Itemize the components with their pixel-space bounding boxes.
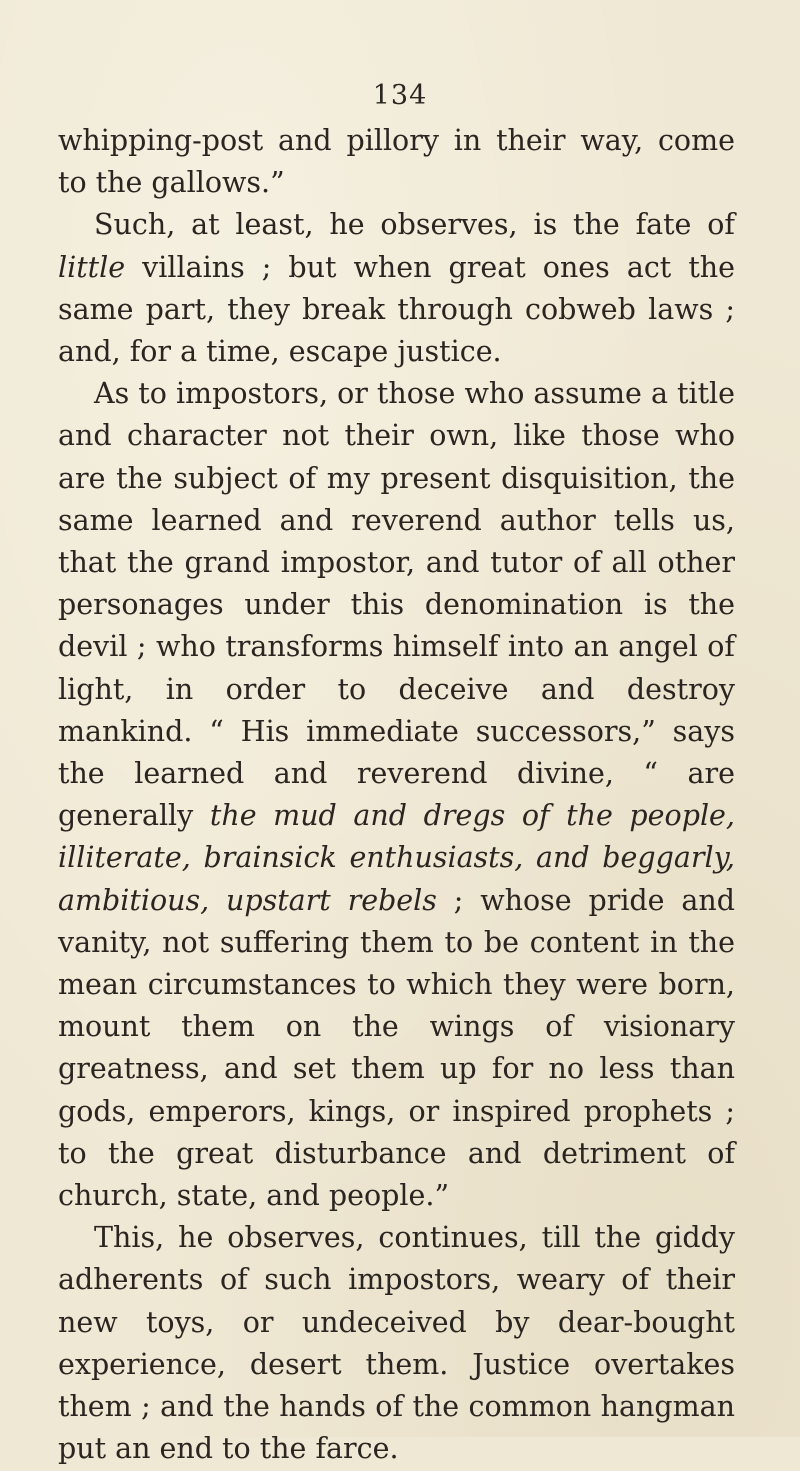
- text-segment: whipping-post and pillory in their way, come to the gallows.”: [58, 124, 735, 200]
- paragraph-3: [58, 373, 735, 1217]
- paragraph-1: [58, 120, 735, 204]
- text-segment: Such, at least, he observes, is the fate of: [94, 208, 735, 242]
- body-text: [58, 120, 735, 1471]
- text-segment: ; whose pride and vanity, not suffering them to be content in the mean circumstances to which they were born, mount them on the wings of visionary greatness, and set them up for no less than gods, emperors, kings, or inspired prophets ; to the great disturbance and detriment of church, state, and people.”: [58, 883, 735, 1213]
- paragraph-2: [58, 204, 735, 373]
- text-segment: This, he observes, continues, till the giddy adherents of such impostors, weary of their new toys, or undeceived by dear-bought experience, desert them. Justice overtakes them ; and the hands of the common hangman put an end to the farce.: [58, 1221, 735, 1466]
- italic-segment: little: [58, 250, 126, 284]
- paragraph-4: [58, 1217, 735, 1470]
- page-number: 134: [372, 80, 428, 111]
- text-segment: villains ; but when great ones act the same part, they break through cobweb laws ; and, for a time, escape justice.: [58, 250, 735, 369]
- italic-segment: the mud and dregs of the people, illiterate, brainsick enthusiasts, and beggarly, ambitious, upstart rebels: [58, 799, 735, 917]
- text-segment: As to impostors, or those who assume a title and character not their own, like those who are the subject of my present disquisition, the same learned and reverend author tells us, that the grand impostor, and tutor of all other personages under this denomination is the devil ; who transforms himself into an angel of light, in order to deceive and destroy mankind. “ His immediate successors,” says the learned and reverend divine, “ are generally: [58, 377, 736, 833]
